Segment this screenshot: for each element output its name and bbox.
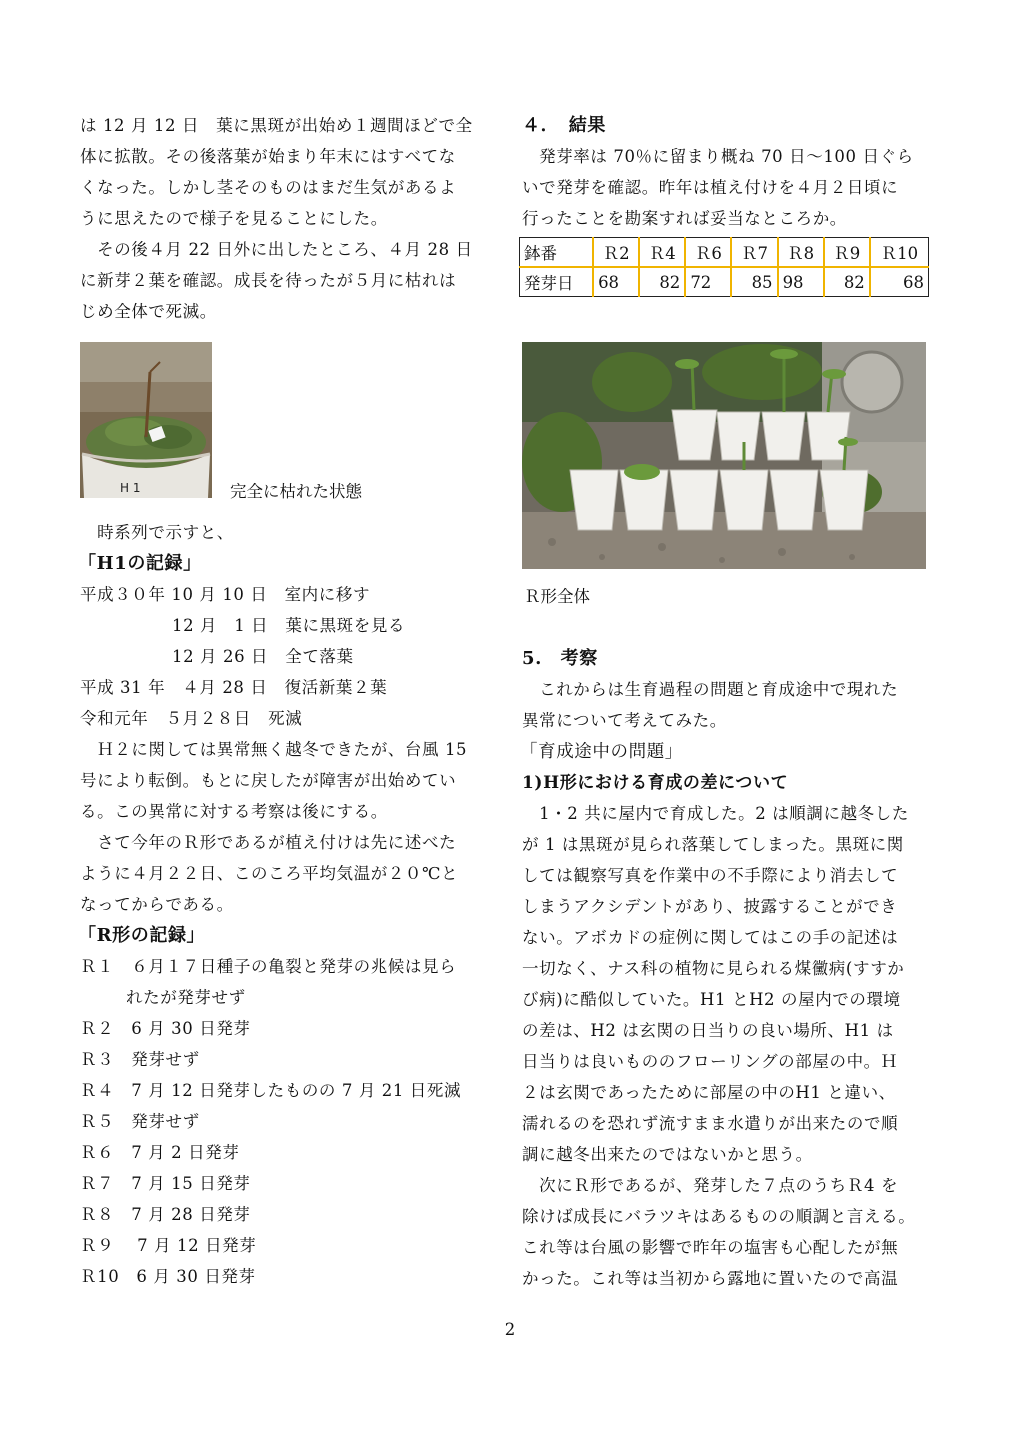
r-record-entry: Ｒ６ 7 月 2 日発芽 — [80, 1143, 240, 1162]
left-p4-line: なってからである。 — [80, 895, 234, 914]
right-p2-line: 次にＲ形であるが、発芽した７点のうちＲ4 を — [522, 1176, 899, 1195]
r-record-entry: Ｒ８ 7 月 28 日発芽 — [80, 1205, 251, 1224]
h-form-difference-heading: 1)H形における育成の差について — [522, 773, 789, 793]
table-header-row — [520, 238, 929, 268]
table-cell: 82 — [824, 267, 870, 297]
h1-record-entry: 平成３０年 10 月 10 日 室内に移す — [80, 585, 371, 604]
r-record-entry: Ｒ４ 7 月 12 日発芽したものの 7 月 21 日死滅 — [80, 1081, 462, 1100]
right-p1-line: しては観察写真を作業中の不手際により消去して — [522, 866, 899, 885]
right-p1-line: 日当りは良いもののフローリングの部屋の中。Ｈ — [522, 1052, 898, 1071]
h1-record-entry: 令和元年 ５月２８日 死滅 — [80, 709, 303, 728]
table-cell: 68 — [870, 267, 929, 297]
right-p2-line: 除けば成長にバラツキはあるものの順調と言える。 — [522, 1207, 916, 1226]
left-p1-line: 体に拡散。その後落葉が始まり年末にはすべてな — [80, 147, 456, 166]
left-p3-line: 号により転倒。もとに戻したが障害が出始めてい — [80, 771, 457, 790]
left-p2-line: に新芽２葉を確認。成長を待ったが５月に枯れは — [80, 271, 457, 290]
h1-record-heading: 「H1の記録」 — [78, 553, 202, 574]
left-p4-line: ように４月２２日、このころ平均気温が２０℃と — [80, 864, 459, 883]
left-p1-line: くなった。しかし茎そのものはまだ生気があるよ — [80, 178, 457, 197]
table-cell: Ｒ8 — [778, 238, 824, 268]
right-p1-line: 一切なく、ナス科の植物に見られる煤黴病(すすか — [522, 959, 905, 978]
section4-heading: ４． 結果 — [522, 115, 606, 136]
section5-line: 異常について考えてみた。 — [522, 711, 727, 730]
growth-problem-heading: 「育成途中の問題」 — [520, 742, 683, 762]
page-number: 2 — [504, 1320, 516, 1339]
table-cell: Ｒ10 — [870, 238, 929, 268]
section4-line: いで発芽を確認。昨年は植え付けを４月２日頃に — [522, 178, 899, 197]
germination-table — [519, 237, 929, 297]
h1-record-entry: 12 月 26 日 全て落葉 — [172, 647, 354, 666]
right-p2-line: これ等は台風の影響で昨年の塩害も心配したが無 — [522, 1238, 899, 1257]
table-cell: 発芽日 — [520, 267, 594, 297]
right-p2-line: かった。これ等は当初から露地に置いたので高温 — [522, 1269, 899, 1288]
r-record-entry: Ｒ３ 発芽せず — [80, 1050, 200, 1069]
withered-plant-photo — [80, 342, 212, 498]
right-p1-line: の差は、H2 は玄関の日当りの良い場所、H1 は — [522, 1021, 894, 1040]
table-cell: Ｒ9 — [824, 238, 870, 268]
r-pots-photo — [522, 342, 926, 569]
section4-line: 行ったことを勘案すれば妥当なところか。 — [522, 209, 847, 228]
table-cell: 82 — [639, 267, 685, 297]
h1-record-entry: 平成 31 年 ４月 28 日 復活新葉２葉 — [80, 678, 388, 697]
left-p1-line: は 12 月 12 日 葉に黒斑が出始め１週間ほどで全 — [80, 116, 473, 135]
r-record-entry: Ｒ10 6 月 30 日発芽 — [80, 1267, 256, 1286]
r-record-entry: Ｒ５ 発芽せず — [80, 1112, 200, 1131]
table-cell: Ｒ4 — [639, 238, 685, 268]
r-record-entry: れたが発芽せず — [126, 988, 246, 1007]
left-p4-line: さて今年のＲ形であるが植え付けは先に述べた — [80, 833, 457, 852]
right-p1-line: 1・2 共に屋内で育成した。2 は順調に越冬した — [522, 804, 909, 823]
table-row — [520, 267, 929, 297]
table-cell: 68 — [593, 267, 639, 297]
r-record-entry: Ｒ１ ６月１７日種子の亀裂と発芽の兆候は見ら — [80, 957, 457, 976]
left-p3-line: Ｈ２に関しては異常無く越冬できたが、台風 15 — [80, 740, 468, 759]
right-p1-line: が 1 は黒斑が見られ落葉してしまった。黒斑に関 — [522, 835, 904, 854]
r-record-entry: Ｒ９ 7 月 12 日発芽 — [80, 1236, 257, 1255]
svg-text:H 1: H 1 — [120, 481, 141, 495]
left-p2-line: その後４月 22 日外に出したところ、４月 28 日 — [80, 240, 473, 259]
table-cell: Ｒ6 — [685, 238, 731, 268]
r-pots-caption: Ｒ形全体 — [524, 587, 590, 606]
right-p1-line: しまうアクシデントがあり、披露することができ — [522, 897, 898, 916]
table-cell: 鉢番 — [520, 238, 594, 268]
section4-line: 発芽率は 70％に留まり概ね 70 日～100 日ぐら — [522, 147, 914, 166]
left-p2-line: じめ全体で死滅。 — [80, 302, 217, 321]
left-p3-line: る。この異常に対する考察は後にする。 — [80, 802, 388, 821]
right-p1-line: ない。アボカドの症例に関してはこの手の記述は — [522, 928, 899, 947]
right-p1-line: 濡れるのを恐れず流すまま水遣りが出来たので順 — [522, 1114, 899, 1133]
left-p1-line: うに思えたので様子を見ることにした。 — [80, 209, 388, 228]
table-cell: 85 — [731, 267, 777, 297]
section5-heading: 5. 考察 — [522, 648, 598, 669]
h1-record-entry: 12 月 1 日 葉に黒斑を見る — [172, 616, 406, 635]
withered-plant-caption: 完全に枯れた状態 — [230, 482, 362, 501]
r-record-heading: 「R形の記録」 — [78, 925, 206, 946]
section5-line: これからは生育過程の問題と育成途中で現れた — [522, 680, 899, 699]
table-cell: 98 — [778, 267, 824, 297]
right-p1-line: 調に越冬出来たのではないかと思う。 — [522, 1145, 813, 1164]
timeline-intro: 時系列で示すと、 — [80, 523, 234, 542]
right-p1-line: び病)に酷似していた。H1 とH2 の屋内での環境 — [522, 990, 901, 1009]
r-record-entry: Ｒ７ 7 月 15 日発芽 — [80, 1174, 251, 1193]
right-p1-line: ２は玄関であったために部屋の中のH1 と違い、 — [522, 1083, 896, 1102]
table-cell: Ｒ7 — [731, 238, 777, 268]
r-record-entry: Ｒ２ 6 月 30 日発芽 — [80, 1019, 251, 1038]
table-cell: 72 — [685, 267, 731, 297]
table-cell: Ｒ2 — [593, 238, 639, 268]
